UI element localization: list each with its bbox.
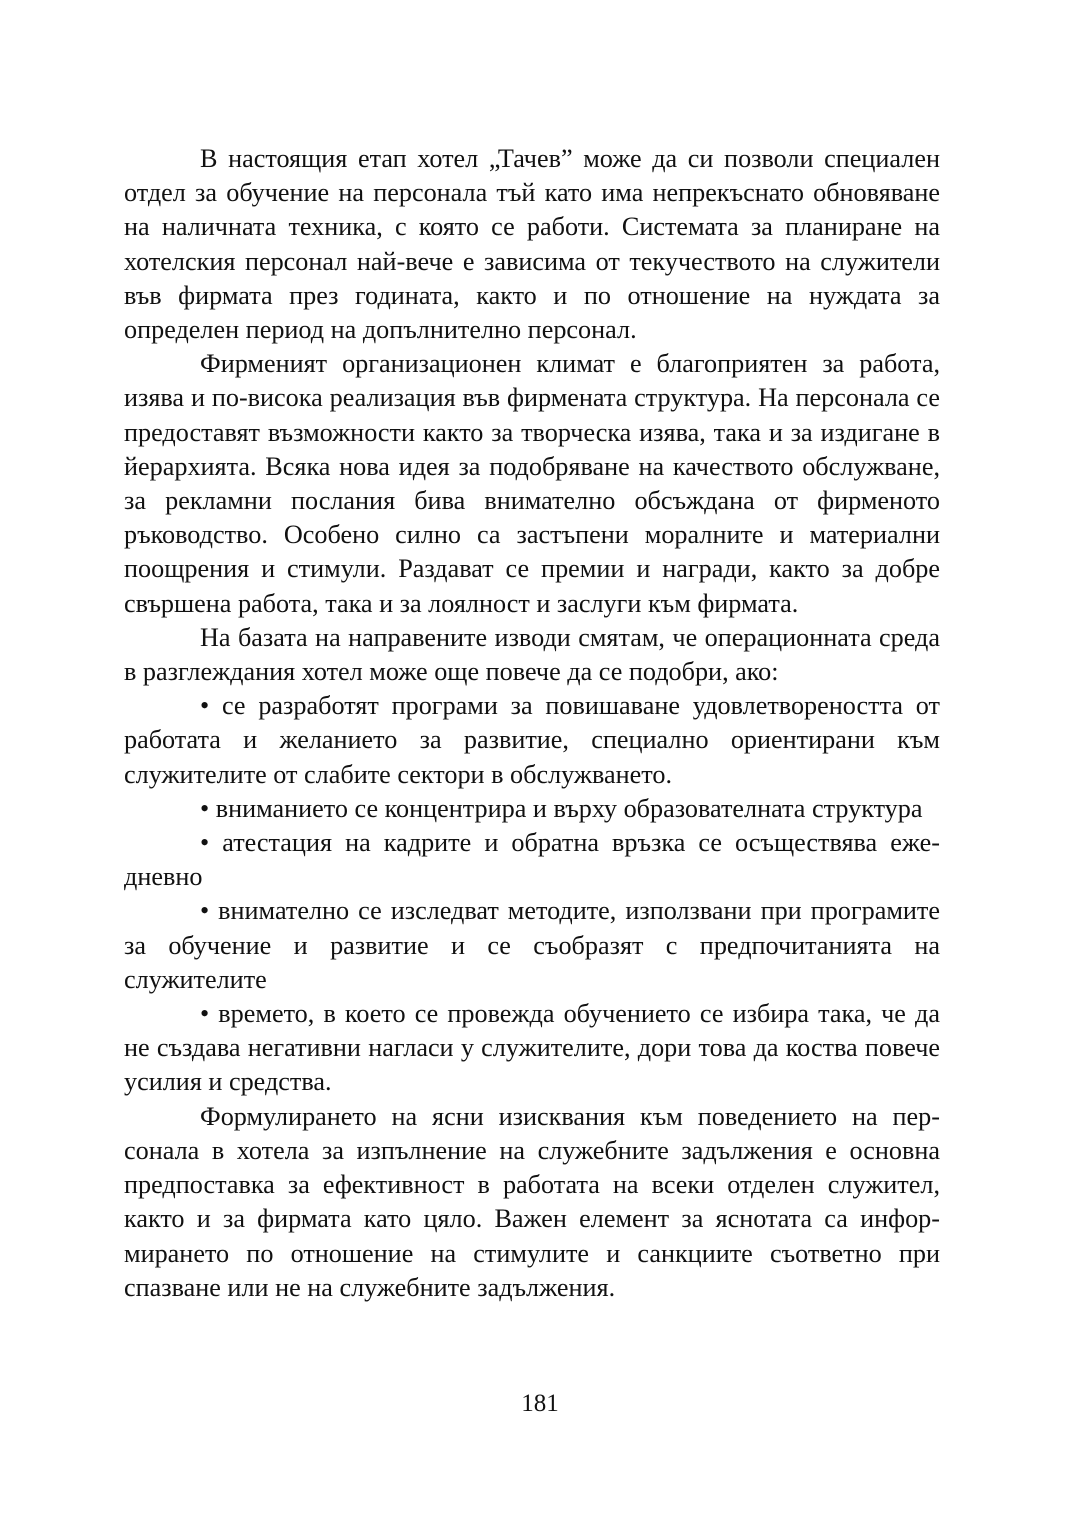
bullet-methods: • внимателно се изследват методите, използвани при програмите за обучение и развитие и се съобразят с предпочитанията на служителите (124, 896, 940, 994)
body-text (124, 142, 940, 1305)
paragraph-organizational-climate: Фирменият организационен климат е благоприятен за работа, изява и по-висока реализация във фирмената структура. На персонала се предоставят възможности както за творческа изява, така и за издигане в йерархията. Всяка нова идея за подобряване на качеството обслужване, за рекламни послания бива внимателно обсъждана от фирменото ръководство. Особено силно са застъпени моралните и материални поощрения и стимули. Раздават се премии и награди, както за добре свършена работа, така и за лоялност и заслуги към фирмата. (124, 349, 940, 618)
page-number: 181 (521, 1390, 559, 1417)
bullet-attestation: • атестация на кадрите и обратна връзка се осъществява ежедневно (124, 828, 940, 892)
bullet-training-time: • времето, в което се провежда обучението се избира така, че да не създава негативни нагласи у служителите, дори това да коства повече усилия и средства. (124, 999, 940, 1097)
bullet-education-structure: • вниманието се концентрира и върху образователната структура (200, 793, 923, 823)
bullet-programs: • се разработят програми за повишаване удовлетвореността от работата и желанието за развитие, специално ориентирани към служителите от слабите сектори в обслужването. (124, 691, 940, 789)
paragraph-conclusions-intro: На базата на направените изводи смятам, че операционната среда в разглеждания хотел може още повече да се подобри, ако: (124, 622, 940, 687)
paragraph-hotel-training: В настоящия етап хотел „Тачев” може да си позволи специален отдел за обучение на персонала тъй като има непрекъснато обновяване на наличната техника, с която се работи. Системата за планиране на хотелския персонал най-вече е зависима от текучеството на служители във фирмата през годината, както и по отношение на нуждата за определен период на допълнително персонал. (124, 144, 940, 345)
paragraph-requirements: Формулирането на ясни изисквания към поведението на персонала в хотела за изпълнение на служебните задължения е основна предпоставка за ефективност в работата на всеки отделен служител, както и за фирмата като цяло. Важен елемент за яснотата са информирането по отношение на стимулите и санкциите съответно при спазване или не на служебните задължения. (124, 1101, 940, 1302)
